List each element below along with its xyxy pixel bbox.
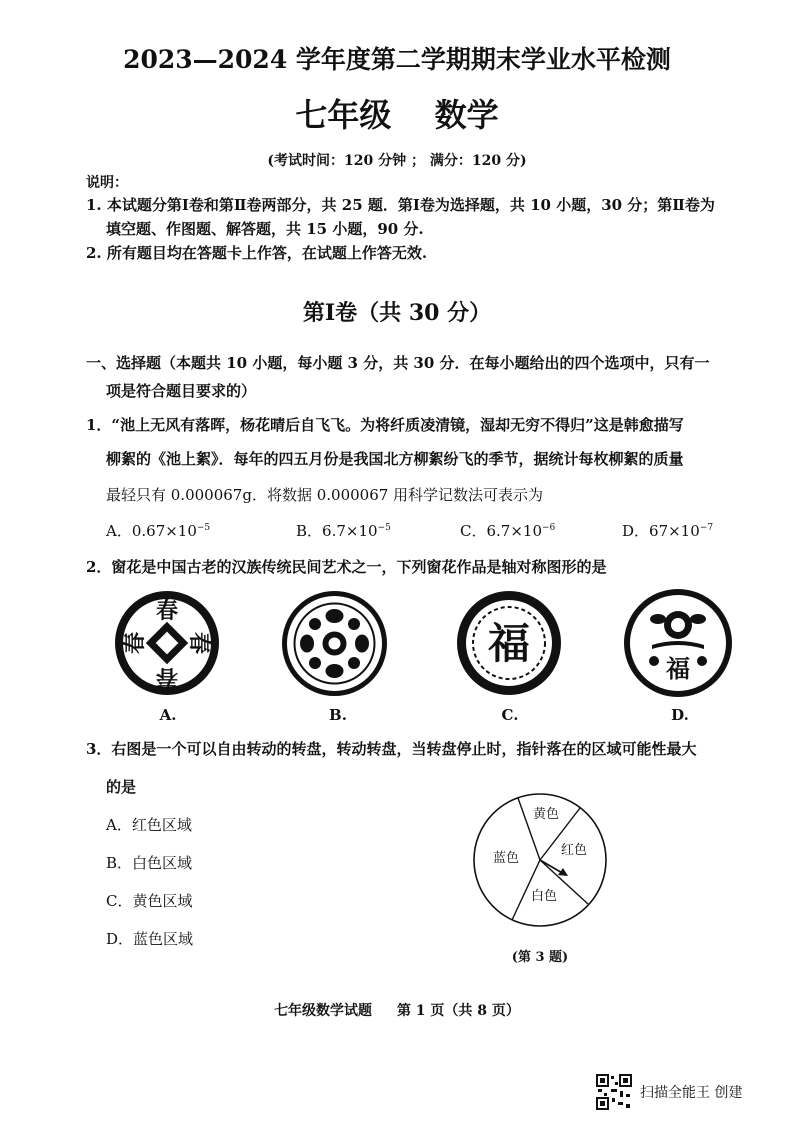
q1-option-d-label: D．67×10: [622, 522, 700, 540]
spinner-region-white: 白色: [530, 889, 558, 904]
paper-cut-a-image[interactable]: [112, 588, 222, 698]
spinner-diagram: [470, 790, 610, 930]
emblem-d-char: 福: [666, 655, 690, 683]
q2-text: 2．窗花是中国古老的汉族传统民间艺术之一，下列窗花作品是轴对称图形的是: [86, 558, 607, 576]
part-one-heading-2: 项是符合题目要求的）: [106, 382, 257, 400]
emblem-c-char: 福: [487, 619, 531, 668]
footer-right: 第 1 页（共 8 页）: [396, 1003, 520, 1019]
notes-label: 说明：: [86, 175, 128, 191]
exam-subtitle: [0, 90, 794, 136]
footer-left: 七年级数学试题: [274, 1003, 373, 1019]
q3-line-2: 的是: [106, 778, 137, 796]
q1-option-a-label: A．0.67×10: [106, 522, 197, 540]
section-title: 第Ⅰ卷（共 30 分）: [302, 300, 492, 326]
emblem-label-b: B.: [329, 706, 347, 724]
emblem-label-c: C.: [501, 706, 519, 724]
q1-line-2: 柳絮的《池上絮》．每年的四五月份是我国北方柳絮纷飞的季节，据统计每枚柳絮的质量: [106, 450, 684, 468]
q1-option-b[interactable]: [296, 520, 391, 541]
spinner-region-yellow: 黄色: [532, 807, 560, 822]
q3-line-1: 3．右图是一个可以自由转动的转盘，转动转盘，当转盘停止时，指针落在的区域可能性最大: [86, 740, 697, 758]
q1-option-c-label: C．6.7×10: [460, 522, 542, 540]
q1-line-3: 最轻只有 0.000067g．将数据 0.000067 用科学记数法可表示为: [106, 486, 544, 504]
paper-cut-c-image[interactable]: [454, 588, 564, 698]
q1-option-b-label: B．6.7×10: [296, 522, 378, 540]
note-line-3: 2. 所有题目均在答题卡上作答，在试题上作答无效.: [86, 244, 428, 262]
subject-label: 数学: [434, 96, 499, 134]
paper-cut-b-image[interactable]: [282, 591, 387, 696]
q3-option-a[interactable]: A．红色区域: [106, 816, 192, 834]
q1-option-a-exp: −5: [196, 523, 211, 533]
grade-label: 七年级: [295, 96, 392, 134]
note-line-2: 填空题、作图题、解答题，共 15 小题，90 分.: [106, 220, 424, 238]
note-line-1: 1. 本试题分第Ⅰ卷和第Ⅱ卷两部分，共 25 题．第Ⅰ卷为选择题，共 10 小题，30 分；第Ⅱ卷为: [86, 196, 715, 214]
q1-option-c[interactable]: [460, 520, 555, 541]
q1-option-c-exp: −6: [542, 523, 556, 533]
emblem-a-char-right: 春: [186, 631, 211, 655]
emblem-label-d: D.: [671, 706, 689, 724]
q1-option-b-exp: −5: [377, 523, 391, 533]
page-footer: [0, 1000, 794, 1020]
emblem-a-char-top: 春: [155, 599, 179, 624]
q1-line-1: 1．“池上无风有落晖，杨花晴后自飞飞。为将纤质凌清镜，湿却无穷不得归”这是韩愈描写: [86, 416, 684, 434]
qr-code-icon: [596, 1074, 632, 1110]
q3-option-c[interactable]: C．黄色区域: [106, 892, 193, 910]
q1-option-d[interactable]: [622, 520, 713, 541]
emblem-a-char-left: 春: [123, 631, 148, 655]
exam-title: 2023—2024 学年度第二学期期末学业水平检测: [123, 45, 671, 74]
paper-cut-d-image[interactable]: [624, 589, 732, 697]
q3-option-b[interactable]: B．白色区域: [106, 854, 193, 872]
scanner-watermark: 扫描全能王 创建: [640, 1085, 743, 1101]
emblem-a-char-bottom: 春: [155, 664, 179, 689]
q1-option-a[interactable]: [106, 520, 210, 541]
q1-option-d-exp: −7: [699, 523, 714, 533]
q3-option-d[interactable]: D．蓝色区域: [106, 930, 194, 948]
spinner-caption: (第 3 题): [511, 950, 569, 965]
emblem-label-a: A.: [159, 706, 177, 724]
exam-info: (考试时间：120 分钟 ； 满分：120 分): [267, 153, 527, 169]
spinner-region-blue: 蓝色: [492, 851, 520, 866]
part-one-heading-1: 一、选择题（本题共 10 小题，每小题 3 分，共 30 分．在每小题给出的四个选项中，只有一: [86, 354, 710, 372]
spinner-region-red: 红色: [560, 843, 588, 858]
